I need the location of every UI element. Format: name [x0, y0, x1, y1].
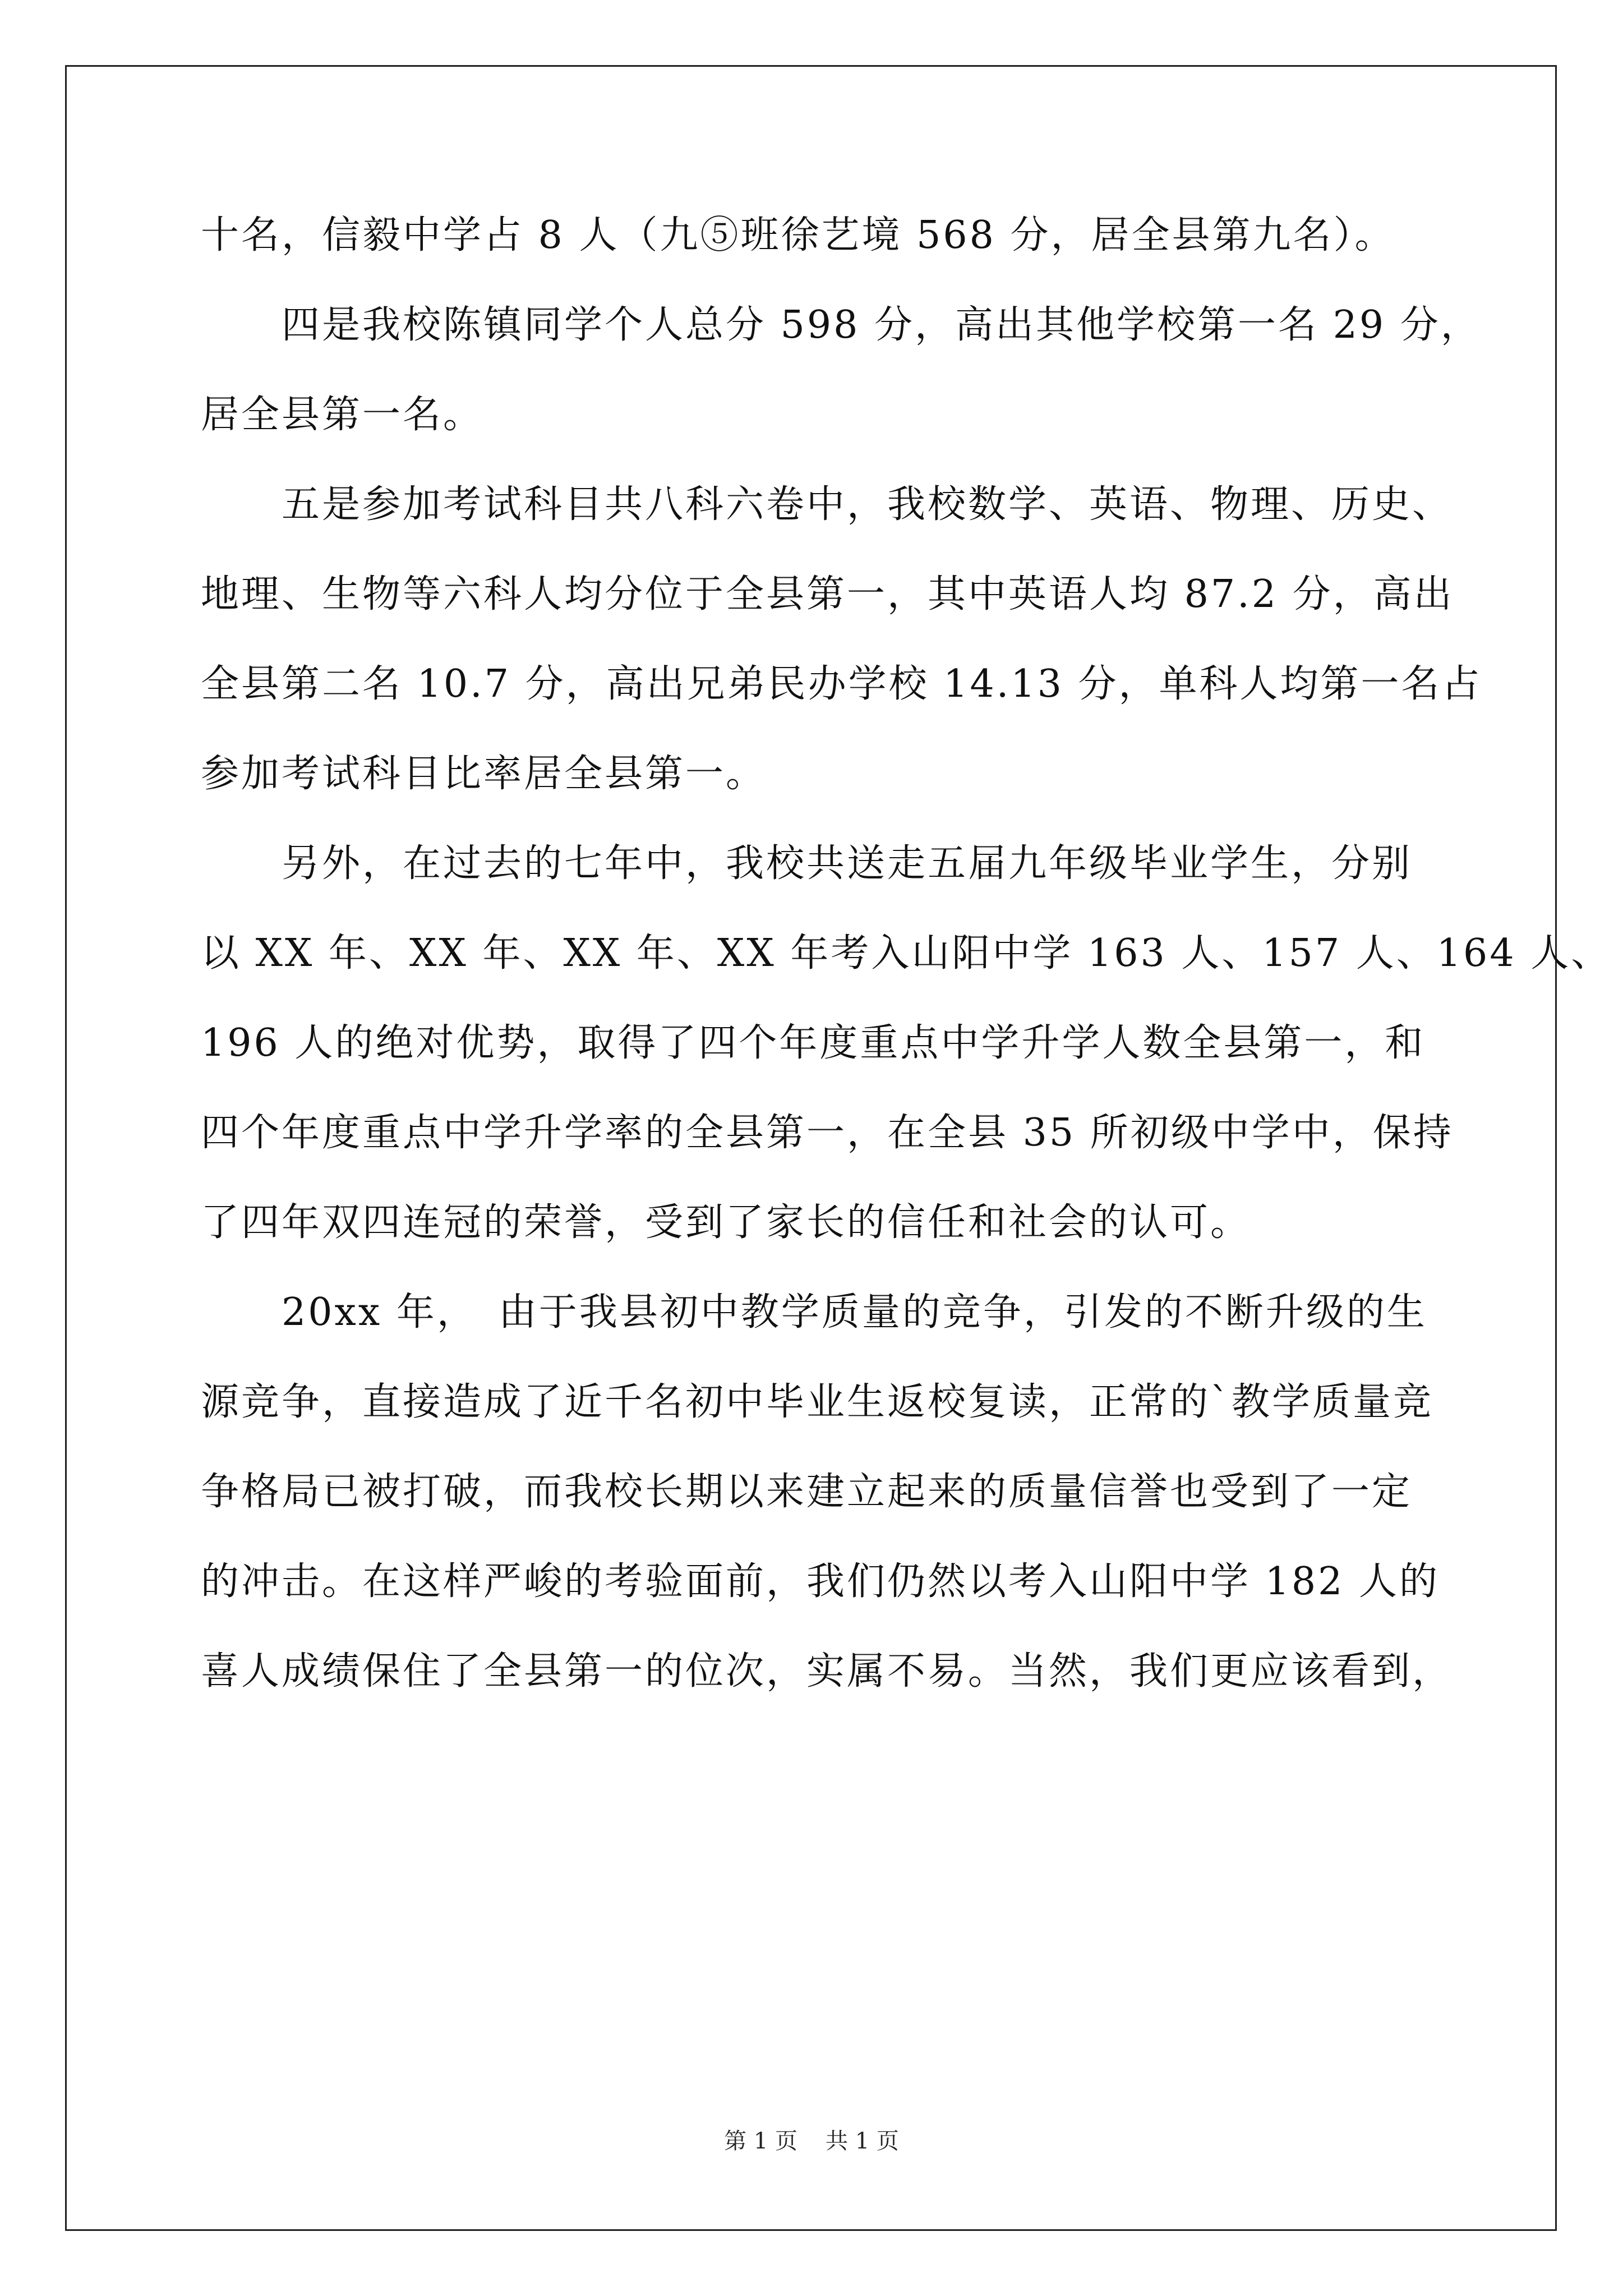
- text-line: 了四年双四连冠的荣誉，受到了家长的信任和社会的认可。: [201, 1200, 1251, 1245]
- page-number-total: 共 1 页: [826, 2128, 899, 2154]
- text-line: 五是参加考试科目共八科六卷中，我校数学、英语、物理、历史、: [201, 482, 1453, 527]
- text-line: 全县第二名 10.7 分，高出兄弟民办学校 14.13 分，单科人均第一名占: [201, 662, 1482, 706]
- text-line: 196 人的绝对优势，取得了四个年度重点中学升学人数全县第一，和: [201, 1021, 1426, 1065]
- text-line: 地理、生物等六科人均分位于全县第一，其中英语人均 87.2 分，高出: [201, 572, 1454, 616]
- text-line: 20xx 年， 由于我县初中教学质量的竞争，引发的不断升级的生: [201, 1290, 1427, 1335]
- text-line: 居全县第一名。: [201, 393, 484, 437]
- text-line: 四是我校陈镇同学个人总分 598 分，高出其他学校第一名 29 分，: [201, 303, 1481, 347]
- text-line: 以 XX 年、XX 年、XX 年、XX 年考入山阳中学 163 人、157 人、164 人、: [201, 931, 1612, 976]
- text-line: 十名，信毅中学占 8 人（九⑤班徐艺境 568 分，居全县第九名）。: [201, 213, 1395, 257]
- text-line: 参加考试科目比率居全县第一。: [201, 752, 767, 796]
- text-line: 另外，在过去的七年中，我校共送走五届九年级毕业学生，分别: [201, 841, 1413, 886]
- document-body: [201, 191, 1612, 1717]
- text-line: 争格局已被打破，而我校长期以来建立起来的质量信誉也受到了一定: [201, 1470, 1413, 1514]
- page-footer: [0, 2123, 1623, 2155]
- text-line: 的冲击。在这样严峻的考验面前，我们仍然以考入山阳中学 182 人的: [201, 1559, 1440, 1604]
- text-line: 源竞争，直接造成了近千名初中毕业生返校复读，正常的`教学质量竞: [201, 1380, 1434, 1424]
- page-number-current: 第 1 页: [724, 2128, 797, 2154]
- text-line: 喜人成绩保住了全县第一的位次，实属不易。当然，我们更应该看到，: [201, 1649, 1453, 1694]
- text-line: 四个年度重点中学升学率的全县第一，在全县 35 所初级中学中，保持: [201, 1111, 1454, 1155]
